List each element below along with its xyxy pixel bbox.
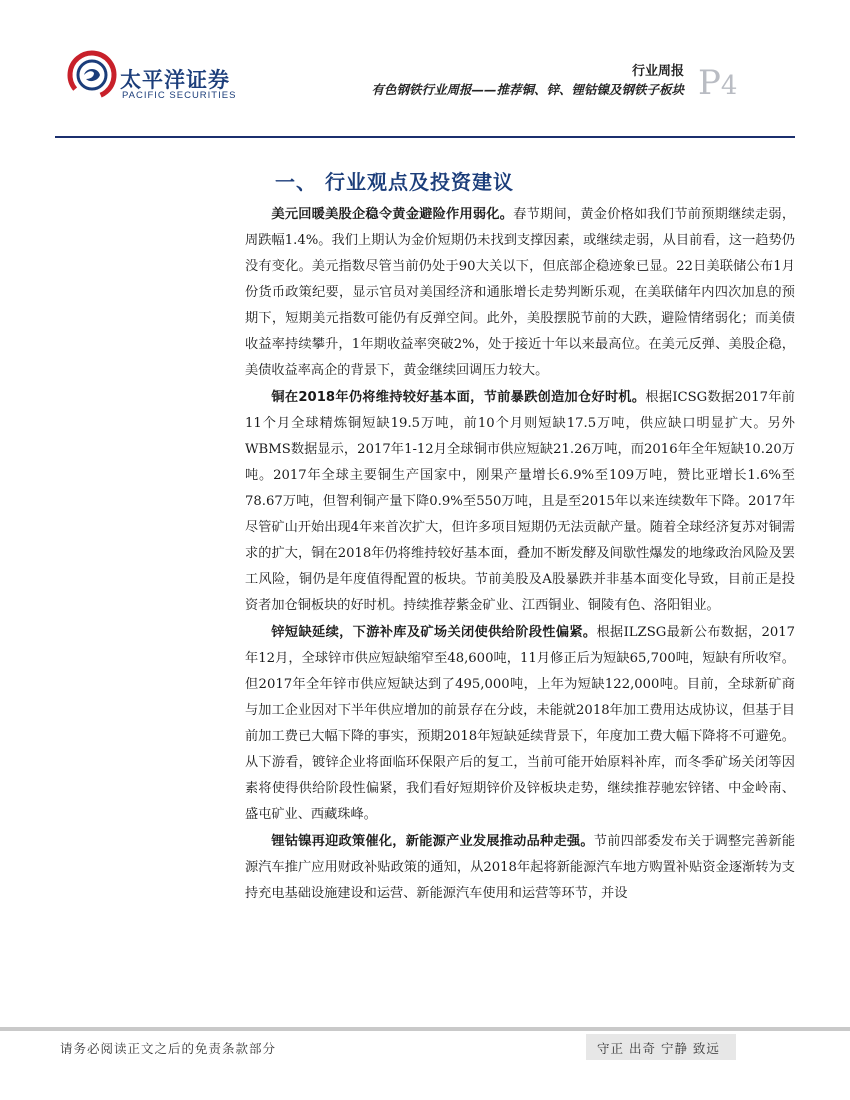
page-number-letter: P bbox=[698, 63, 721, 103]
pacific-securities-logo-icon bbox=[60, 45, 120, 105]
company-motto: 守正 出奇 宁静 致远 bbox=[597, 1041, 720, 1056]
section-heading: 一、 行业观点及投资建议 bbox=[275, 170, 514, 194]
disclaimer-note: 请务必阅读正文之后的免责条款部分 bbox=[60, 1041, 277, 1056]
paragraph-lead: 锂钴镍再迎政策催化，新能源产业发展推动品种走强。 bbox=[271, 834, 594, 849]
paragraph-lead: 美元回暖美股企稳令黄金避险作用弱化。 bbox=[271, 207, 514, 222]
paragraph-lead: 锌短缺延续，下游补库及矿场关闭使供给阶段性偏紧。 bbox=[271, 625, 597, 640]
header-divider bbox=[55, 136, 795, 138]
paragraph-gold bbox=[245, 202, 795, 384]
report-body bbox=[245, 202, 795, 908]
report-type: 行业周报 bbox=[631, 64, 684, 79]
footer-divider bbox=[0, 1027, 850, 1031]
page-number-digit: 4 bbox=[720, 71, 738, 101]
paragraph-lead: 铜在2018年仍将维持较好基本面，节前暴跌创造加仓好时机。 bbox=[271, 390, 646, 405]
page-number bbox=[698, 63, 738, 103]
paragraph-text: 春节期间，黄金价格如我们节前预期继续走弱，周跌幅1.4%。我们上期认为金价短期仍未找到支撑因素，或继续走弱，从目前看，这一趋势仍没有变化。美元指数尽管当前仍处于90大关以下，但底部企稳迹象已显。22日美联储公布1月份货币政策纪要，显示官员对美国经济和通胀增长走势判断乐观，在美联储年内四次加息的预期下，短期美元指数可能仍有反弹空间。此外，美股摆脱节前的大跌，避险情绪弱化；而美债收益率持续攀升，1年期收益率突破2%，处于接近十年以来最高位。在美元反弹、美股企稳，美债收益率高企的背景下，黄金继续回调压力较大。 bbox=[245, 207, 796, 378]
paragraph-text: 根据ICSG数据2017年前11个月全球精炼铜短缺19.5万吨，前10个月则短缺17.5万吨，供应缺口明显扩大。另外WBMS数据显示，2017年1-12月全球铜市供应短缺21.26万吨，而2016年全年短缺10.20万吨。2017年全球主要铜生产国家中，刚果产量增长6.9%至109万吨，赞比亚增长1.6%至78.67万吨，但智利铜产量下降0.9%至550万吨，且是至2015年以来连续数年下降。2017年尽管矿山开始出现4年来首次扩大，但许多项目短期仍无法贡献产量。随着全球经济复苏对铜需求的扩大，铜在2018年仍将维持较好基本面，叠加不断发酵及间歇性爆发的地缘政治风险及罢工风险，铜仍是年度值得配置的板块。节前美股及A股暴跌并非基本面变化导致，目前正是投资者加仓铜板块的好时机。持续推荐紫金矿业、江西铜业、铜陵有色、洛阳钼业。 bbox=[245, 390, 795, 613]
paragraph-lithium-cobalt-nickel bbox=[245, 829, 795, 907]
brand-name-cn: 太平洋证券 bbox=[120, 68, 230, 92]
paragraph-zinc bbox=[245, 620, 795, 828]
page-header bbox=[0, 0, 850, 140]
paragraph-text: 节前四部委发布关于调整完善新能源汽车推广应用财政补贴政策的通知，从2018年起将新能源汽车地方购置补贴资金逐渐转为支持充电基础设施建设和运营、新能源汽车使用和运营等环节，并设 bbox=[245, 834, 796, 901]
brand-name-en: PACIFIC SECURITIES bbox=[122, 90, 237, 101]
report-title: 有色钢铁行业周报——推荐铜、锌、锂钴镍及钢铁子板块 bbox=[371, 82, 684, 97]
paragraph-text: 根据ILZSG最新公布数据，2017年12月，全球锌市供应短缺缩窄至48,600吨，11月修正后为短缺65,700吨，短缺有所收窄。但2017年全年锌市供应短缺达到了495,000吨，上年为短缺122,000吨。目前，全球新矿商与加工企业因对下半年供应增加的前景存在分歧，未能就2018年加工费用达成协议，但基于目前加工费已大幅下降的事实，预期2018年短缺延续背景下，年度加工费大幅下降将不可避免。从下游看，镀锌企业将面临环保限产后的复工，当前可能开始原料补库，而冬季矿场关闭等因素将使得供给阶段性偏紧，我们看好短期锌价及锌板块走势，继续推荐驰宏锌锗、中金岭南、盛屯矿业、西藏珠峰。 bbox=[245, 625, 796, 822]
paragraph-copper bbox=[245, 385, 795, 619]
